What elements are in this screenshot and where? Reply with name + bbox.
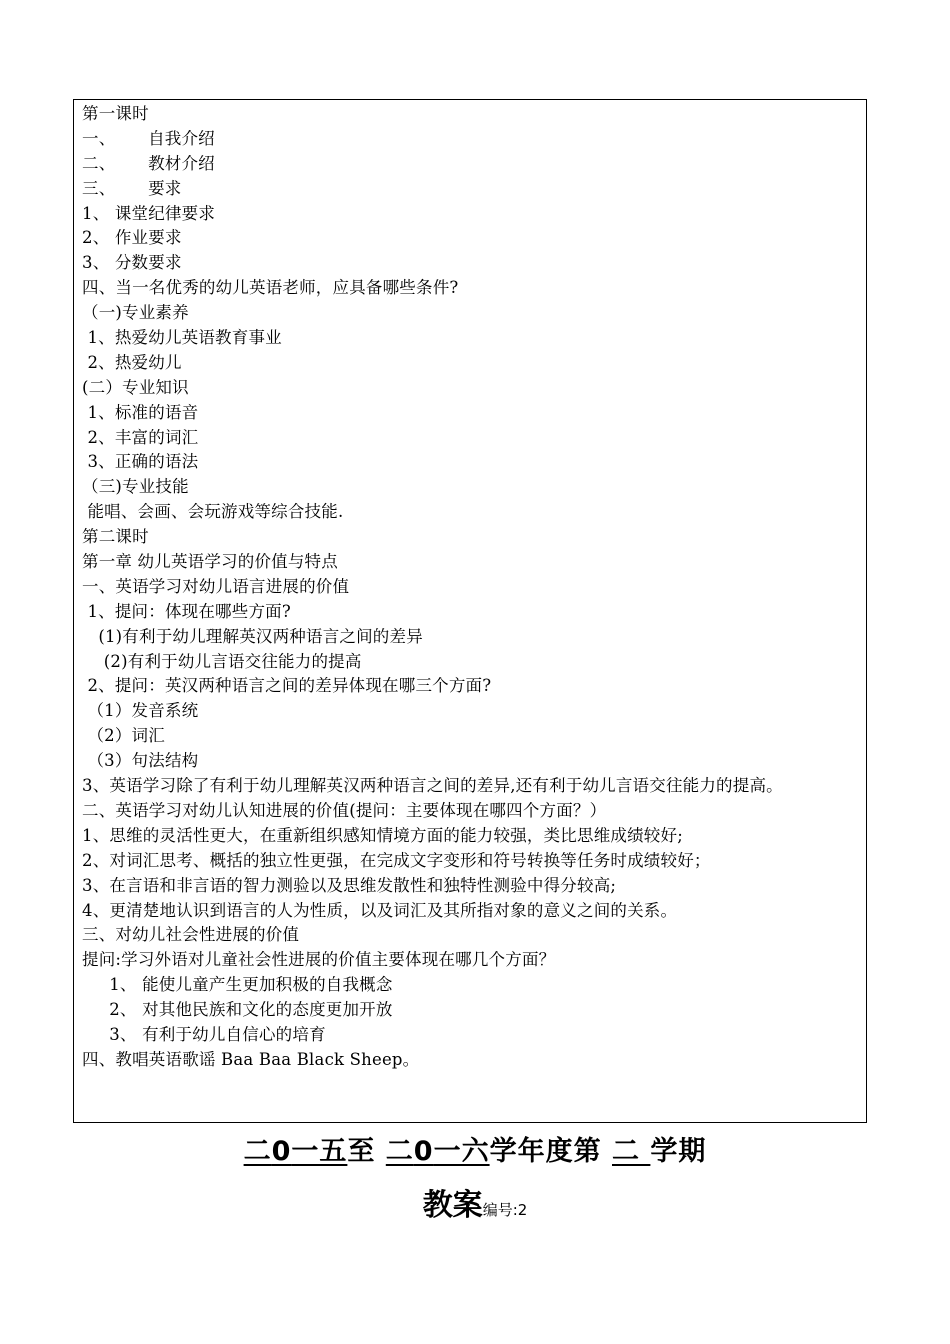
text-line: (1)有利于幼儿理解英汉两种语言之间的差异 — [82, 626, 423, 646]
text-line: （1）发音系统 — [82, 701, 199, 721]
text-line: 1、标准的语音 — [82, 402, 199, 422]
heading-part: 0 — [413, 1136, 434, 1167]
heading-part: 至 — [347, 1136, 386, 1167]
text-line: （一)专业素养 — [82, 303, 189, 323]
text-line: 1、提问：体现在哪些方面? — [82, 601, 291, 621]
text-line: 四、教唱英语歌谣 Baa Baa Black Sheep。 — [82, 1049, 420, 1069]
text-line: 3、 有利于幼儿自信心的培育 — [82, 1024, 326, 1044]
text-line: 一、英语学习对幼儿语言进展的价值 — [82, 576, 350, 596]
text-line: 2、提问：英汉两种语言之间的差异体现在哪三个方面? — [82, 676, 492, 696]
text-line: 3、正确的语法 — [82, 452, 199, 472]
heading-part: 二 — [612, 1136, 651, 1167]
text-line: 1、思维的灵活性更大，在重新组织感知情境方面的能力较强，类比思维成绩较好; — [82, 825, 683, 845]
text-line: 3、 分数要求 — [82, 253, 182, 273]
text-line: 三、 要求 — [82, 178, 182, 198]
heading-part: 一六 — [433, 1136, 490, 1167]
text-line: 2、丰富的词汇 — [82, 427, 199, 447]
text-line: （三)专业技能 — [82, 477, 189, 497]
heading-part: 一五 — [291, 1136, 348, 1167]
lesson-content-box — [73, 99, 867, 1123]
text-line: 第一课时 — [82, 104, 149, 123]
text-line: 三、对幼儿社会性进展的价值 — [82, 925, 300, 945]
text-line: 能唱、会画、会玩游戏等综合技能. — [82, 502, 344, 522]
text-line: （3）句法结构 — [82, 751, 199, 771]
heading-part: 二 — [385, 1136, 414, 1167]
heading-part: 学期 — [650, 1136, 707, 1167]
text-line: 4、更清楚地认识到语言的人为性质，以及词汇及其所指对象的意义之间的关系。 — [82, 900, 678, 920]
text-line: 2、对词汇思考、概括的独立性更强，在完成文字变形和符号转换等任务时成绩较好； — [82, 850, 711, 870]
text-line: 第一章 幼儿英语学习的价值与特点 — [82, 552, 338, 572]
heading-part: 0 — [271, 1136, 292, 1167]
lesson-plan-subheading — [0, 1180, 950, 1224]
heading-part: 二 — [243, 1136, 272, 1167]
heading-part: 学年度第 — [489, 1136, 612, 1167]
text-line: 1、 能使儿童产生更加积极的自我概念 — [82, 975, 393, 995]
text-line: （2）词汇 — [82, 726, 165, 746]
text-line: 3、在言语和非言语的智力测验以及思维发散性和独特性测验中得分较高; — [82, 875, 617, 895]
school-term-heading — [0, 1132, 950, 1172]
text-line: 1、 课堂纪律要求 — [82, 203, 216, 223]
text-line: 2、热爱幼儿 — [82, 352, 182, 372]
text-line: 2、 作业要求 — [82, 228, 182, 248]
text-line: 二、英语学习对幼儿认知进展的价值(提问：主要体现在哪四个方面？） — [82, 800, 607, 820]
text-line: 二、 教材介绍 — [82, 153, 215, 173]
text-line: 1、热爱幼儿英语教育事业 — [82, 328, 282, 348]
text-line: 四、当一名优秀的幼儿英语老师，应具备哪些条件? — [82, 278, 459, 298]
text-line: (2)有利于幼儿言语交往能力的提高 — [82, 651, 362, 671]
lesson-plan-number: 编号:2 — [482, 1201, 528, 1219]
text-line: (二）专业知识 — [82, 377, 189, 397]
lesson-plan-title: 教案 — [422, 1188, 483, 1223]
text-line: 第二课时 — [82, 527, 149, 547]
text-line: 2、 对其他民族和文化的态度更加开放 — [82, 1000, 393, 1020]
text-line: 3、英语学习除了有利于幼儿理解英汉两种语言之间的差异,还有利于幼儿言语交往能力的提高。 — [82, 776, 783, 796]
text-line: 提问:学习外语对儿童社会性进展的价值主要体现在哪几个方面？ — [82, 950, 556, 970]
text-line: 一、 自我介绍 — [82, 128, 215, 148]
